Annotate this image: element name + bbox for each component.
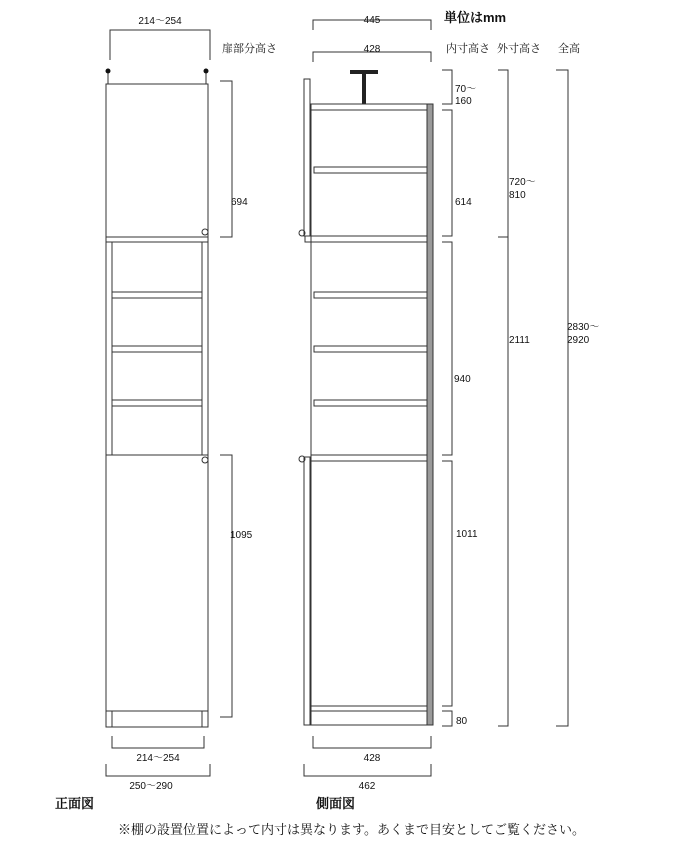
side-top-inner-label: 428: [363, 44, 381, 55]
inner-middle-bracket: [442, 242, 452, 455]
front-shelf-3: [112, 400, 202, 406]
outer-upper-label-b: 810: [509, 190, 526, 201]
side-divider-board: [305, 236, 427, 242]
side-lower-door-edge: [304, 457, 310, 725]
total-height-label-a: 2830～: [567, 322, 600, 333]
footnote: ※棚の設置位置によって内寸は異なります。あくまで目安としてご覧ください。: [118, 822, 585, 837]
front-upper-hinge: [202, 229, 208, 235]
side-body: [311, 104, 433, 725]
total-height-header: 全高: [558, 43, 580, 55]
front-bottom-inner-bracket: [112, 736, 204, 748]
total-height-label-b: 2920: [567, 335, 590, 346]
inner-upper-label: 614: [455, 197, 472, 208]
side-bottom-inner-label: 428: [363, 753, 381, 764]
front-shelf-2: [112, 346, 202, 352]
outer-lower-bracket: [498, 237, 508, 726]
front-view: [106, 16, 278, 792]
inner-top-label-b: 160: [455, 96, 472, 107]
side-top-board: [311, 104, 427, 110]
inner-base-bracket: [442, 711, 452, 726]
front-lower-door: [106, 455, 208, 711]
outer-upper-bracket: [498, 70, 508, 237]
front-bottom-outer-bracket: [106, 764, 210, 776]
outer-lower-label: 2111: [509, 335, 530, 346]
side-bottom-outer-bracket: [304, 764, 431, 776]
side-bottom-inner-bracket: [313, 736, 431, 748]
side-bottom-board: [311, 706, 427, 711]
inner-height-header: 内寸高さ: [446, 43, 490, 55]
front-lower-hinge: [202, 457, 208, 463]
outer-upper-label-a: 720～: [509, 177, 536, 188]
side-tension-rod-stem: [362, 74, 366, 104]
front-top-width-label: 214～254: [138, 16, 182, 27]
door-upper-bracket: [220, 81, 232, 237]
side-shelf-3: [314, 400, 427, 406]
total-height-bracket: [556, 70, 568, 726]
front-view-title: 正面図: [55, 796, 95, 811]
side-shelf-1: [314, 292, 427, 298]
side-view: [299, 10, 599, 792]
front-top-width-bracket: [110, 30, 210, 60]
inner-middle-label: 940: [454, 374, 471, 385]
side-top-outer-label: 445: [363, 15, 381, 26]
side-shelf-2: [314, 346, 427, 352]
side-bottom-outer-label: 462: [358, 781, 376, 792]
side-tension-rod-cap: [350, 70, 378, 74]
front-upper-door: [106, 84, 208, 237]
front-shelf-1: [112, 292, 202, 298]
door-lower-bracket: [220, 455, 232, 717]
door-upper-label: 694: [231, 197, 248, 208]
inner-top-bracket: [442, 70, 452, 104]
door-lower-label: 1095: [230, 530, 253, 541]
front-tension-rod-right-knob: [204, 69, 209, 74]
outer-height-header: 外寸高さ: [497, 43, 541, 55]
front-bottom-outer-label: 250～290: [129, 781, 173, 792]
inner-top-label-a: 70～: [455, 84, 477, 95]
inner-base-label: 80: [456, 716, 468, 727]
front-bottom-inner-label: 214～254: [136, 753, 180, 764]
inner-upper-bracket: [442, 110, 452, 236]
inner-lower-label: 1011: [456, 529, 478, 540]
front-divider-board: [106, 237, 208, 242]
side-back-panel: [427, 104, 433, 725]
unit-label: 単位はmm: [444, 10, 507, 25]
side-lower-divider: [311, 455, 427, 461]
door-height-header: 扉部分高さ: [222, 43, 277, 55]
front-base: [106, 711, 208, 727]
front-tension-rod-left-knob: [106, 69, 111, 74]
inner-lower-bracket: [442, 461, 452, 706]
side-upper-shelf: [314, 167, 427, 173]
side-upper-door-edge: [304, 79, 310, 236]
side-view-title: 側面図: [316, 796, 356, 811]
